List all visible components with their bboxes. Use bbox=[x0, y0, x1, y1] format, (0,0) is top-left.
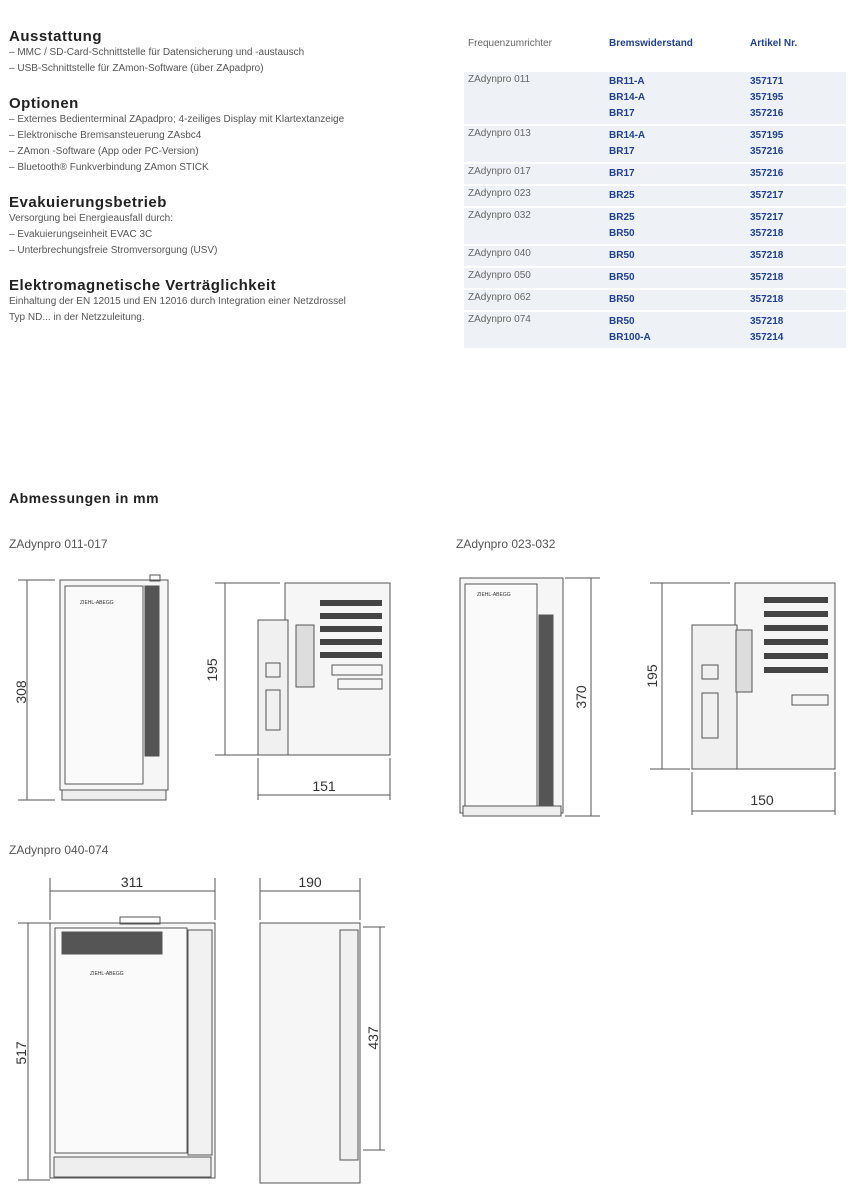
drawing-023-032-side bbox=[640, 575, 845, 820]
optionen-title: Optionen bbox=[9, 95, 79, 112]
brand-logo: ZIEHL-ABEGG bbox=[90, 971, 124, 977]
artikel-value: 357195 bbox=[750, 92, 784, 103]
bremswiderstand-value: BR50 bbox=[609, 316, 635, 327]
cell-frequenzumrichter: ZAdynpro 011 bbox=[468, 74, 531, 85]
brand-logo: ZIEHL-ABEGG bbox=[80, 600, 114, 606]
evakuierung-section bbox=[9, 194, 459, 259]
ausstattung-section bbox=[9, 28, 459, 77]
dim-height-195-a: 195 bbox=[204, 658, 220, 682]
artikel-value: 357218 bbox=[750, 272, 784, 283]
table-row bbox=[464, 290, 846, 310]
artikel-value: 357218 bbox=[750, 316, 784, 327]
caption-011-017: ZAdynpro 011-017 bbox=[9, 537, 108, 551]
dim-depth-150: 150 bbox=[750, 792, 774, 808]
table-header-bremswiderstand: Bremswiderstand bbox=[609, 38, 693, 49]
evakuierung-intro: Versorgung bei Energieausfall durch: bbox=[9, 213, 173, 224]
drawing-023-032-front bbox=[455, 570, 605, 825]
cell-bremswiderstand bbox=[609, 188, 635, 204]
table-row bbox=[464, 246, 846, 266]
caption-023-032: ZAdynpro 023-032 bbox=[456, 537, 556, 551]
artikel-value: 357216 bbox=[750, 108, 784, 119]
bremswiderstand-value: BR25 bbox=[609, 212, 635, 223]
artikel-value: 357216 bbox=[750, 168, 784, 179]
artikel-value: 357218 bbox=[750, 294, 784, 305]
cell-artikel bbox=[750, 188, 783, 204]
evakuierung-title: Evakuierungsbetrieb bbox=[9, 194, 167, 211]
artikel-value: 357217 bbox=[750, 212, 784, 223]
cell-artikel bbox=[750, 292, 783, 308]
list-item: – Externes Bedienterminal ZApadpro; 4-zeiliges Display mit Klartextanzeige bbox=[9, 112, 459, 128]
list-item: – MMC / SD-Card-Schnittstelle für Datensicherung und -austausch bbox=[9, 45, 459, 61]
ausstattung-list bbox=[9, 45, 459, 77]
bremswiderstand-value: BR25 bbox=[609, 190, 635, 201]
bremswiderstand-value: BR17 bbox=[609, 108, 635, 119]
dim-height-437: 437 bbox=[365, 1026, 381, 1050]
abmessungen-title: Abmessungen in mm bbox=[9, 490, 160, 506]
ausstattung-title: Ausstattung bbox=[9, 28, 102, 45]
optionen-list bbox=[9, 112, 459, 176]
dim-height-308: 308 bbox=[13, 680, 29, 704]
cell-artikel bbox=[750, 128, 783, 160]
cell-frequenzumrichter: ZAdynpro 013 bbox=[468, 128, 531, 139]
list-item: – Elektronische Bremsansteuerung ZAsbc4 bbox=[9, 128, 459, 144]
list-item: – USB-Schnittstelle für ZAmon-Software (über ZApadpro) bbox=[9, 61, 459, 77]
bremswiderstand-value: BR17 bbox=[609, 168, 635, 179]
emv-title: Elektromagnetische Verträglichkeit bbox=[9, 277, 277, 294]
cell-frequenzumrichter: ZAdynpro 050 bbox=[468, 270, 531, 281]
table-header-frequenzumrichter: Frequenzumrichter bbox=[468, 38, 552, 49]
dim-height-195-b: 195 bbox=[644, 664, 660, 688]
cell-bremswiderstand bbox=[609, 248, 635, 264]
cell-frequenzumrichter: ZAdynpro 017 bbox=[468, 166, 531, 177]
cell-artikel bbox=[750, 210, 783, 242]
artikel-value: 357216 bbox=[750, 146, 784, 157]
emv-section bbox=[9, 277, 459, 326]
dim-depth-151: 151 bbox=[312, 778, 336, 794]
bremswiderstand-value: BR100-A bbox=[609, 332, 651, 343]
table-row bbox=[464, 126, 846, 162]
drawing-011-017-side bbox=[200, 575, 400, 805]
cell-bremswiderstand bbox=[609, 74, 645, 122]
list-item: – ZAmon -Software (App oder PC-Version) bbox=[9, 144, 459, 160]
cell-bremswiderstand bbox=[609, 292, 635, 308]
cell-frequenzumrichter: ZAdynpro 040 bbox=[468, 248, 531, 259]
artikel-value: 357195 bbox=[750, 130, 784, 141]
dim-width-311: 311 bbox=[120, 875, 144, 890]
artikel-value: 357218 bbox=[750, 250, 784, 261]
artikel-value: 357217 bbox=[750, 190, 784, 201]
artikel-value: 357171 bbox=[750, 76, 784, 87]
bremswiderstand-value: BR17 bbox=[609, 146, 635, 157]
table-row bbox=[464, 208, 846, 244]
brand-logo: ZIEHL-ABEGG bbox=[477, 592, 511, 598]
cell-bremswiderstand bbox=[609, 166, 635, 182]
cell-artikel bbox=[750, 166, 783, 182]
cell-frequenzumrichter: ZAdynpro 074 bbox=[468, 314, 531, 325]
cell-artikel bbox=[750, 314, 783, 346]
list-item: – Evakuierungseinheit EVAC 3C bbox=[9, 227, 459, 243]
drawing-040-074-front bbox=[10, 875, 225, 1195]
cell-frequenzumrichter: ZAdynpro 023 bbox=[468, 188, 531, 199]
emv-line-2: Typ ND... in der Netzzuleitung. bbox=[9, 312, 145, 323]
drawing-040-074-side bbox=[255, 875, 395, 1195]
cell-frequenzumrichter: ZAdynpro 032 bbox=[468, 210, 531, 221]
optionen-section bbox=[9, 95, 459, 176]
artikel-value: 357218 bbox=[750, 228, 784, 239]
bremswiderstand-value: BR11-A bbox=[609, 76, 645, 87]
table-row bbox=[464, 164, 846, 184]
bremswiderstand-value: BR50 bbox=[609, 294, 635, 305]
table-row bbox=[464, 186, 846, 206]
table-header-artikel: Artikel Nr. bbox=[750, 38, 798, 49]
dim-depth-190: 190 bbox=[298, 875, 322, 890]
cell-bremswiderstand bbox=[609, 314, 651, 346]
cell-bremswiderstand bbox=[609, 210, 635, 242]
cell-frequenzumrichter: ZAdynpro 062 bbox=[468, 292, 531, 303]
cell-artikel bbox=[750, 74, 783, 122]
table-row bbox=[464, 72, 846, 124]
bremswiderstand-value: BR50 bbox=[609, 250, 635, 261]
drawing-011-017-front bbox=[0, 570, 190, 810]
list-item: – Bluetooth® Funkverbindung ZAmon STICK bbox=[9, 160, 459, 176]
cell-artikel bbox=[750, 270, 783, 286]
bremswiderstand-table bbox=[464, 28, 846, 343]
evakuierung-list bbox=[9, 227, 459, 259]
dim-height-517: 517 bbox=[13, 1041, 29, 1065]
cell-artikel bbox=[750, 248, 783, 264]
dim-height-370: 370 bbox=[573, 685, 589, 709]
caption-040-074: ZAdynpro 040-074 bbox=[9, 843, 109, 857]
cell-bremswiderstand bbox=[609, 270, 635, 286]
artikel-value: 357214 bbox=[750, 332, 784, 343]
bremswiderstand-value: BR14-A bbox=[609, 92, 646, 103]
table-row bbox=[464, 268, 846, 288]
table-row bbox=[464, 312, 846, 348]
bremswiderstand-value: BR14-A bbox=[609, 130, 646, 141]
list-item: – Unterbrechungsfreie Stromversorgung (USV) bbox=[9, 243, 459, 259]
bremswiderstand-value: BR50 bbox=[609, 272, 635, 283]
cell-bremswiderstand bbox=[609, 128, 645, 160]
bremswiderstand-value: BR50 bbox=[609, 228, 635, 239]
emv-line-1: Einhaltung der EN 12015 und EN 12016 durch Integration einer Netzdrossel bbox=[9, 296, 346, 307]
